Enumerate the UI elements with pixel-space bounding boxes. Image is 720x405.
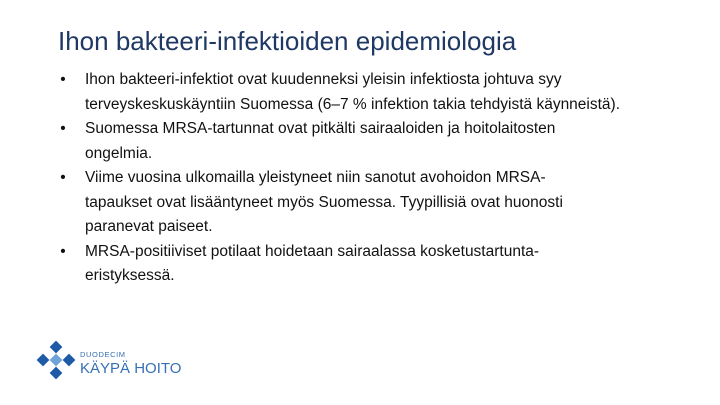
bullet-line: Ihon bakteeri-infektiot ovat kuudenneksi yleisin infektiosta johtuva syy (85, 71, 562, 88)
logo-square-bottom (50, 367, 63, 380)
logo-square-left (37, 354, 50, 367)
bullet-marker: • (60, 120, 66, 137)
bullet-line: Suomessa MRSA-tartunnat ovat pitkälti sairaaloiden ja hoitolaitosten (85, 120, 556, 137)
bullet-line: ongelmia. (85, 144, 153, 162)
bullet-line: Viime vuosina ulkomailla yleistyneet niin sanotut avohoidon MRSA- (85, 169, 546, 186)
kaypa-hoito-logo (34, 339, 184, 385)
bullet-line: paranevat paiseet. (85, 218, 213, 235)
bullet-list (56, 68, 696, 289)
bullet-line: MRSA-positiiviset potilaat hoidetaan sairaalassa kosketustartunta- (85, 242, 540, 260)
logo-square-top (50, 341, 63, 354)
logo-square-center (50, 354, 63, 367)
bullet-item-2 (56, 117, 696, 166)
bullet-line: eristyksessä. (85, 267, 175, 284)
bullet-item-3 (56, 166, 696, 240)
logo-big-text: KÄYPÄ HOITO (80, 360, 182, 377)
logo-small-text: DUODECIM (80, 350, 126, 359)
bullet-line: terveyskeskuskäyntiin Suomessa (6–7 % infektion takia tehdyistä käynneistä). (85, 95, 621, 113)
bullet-line: tapaukset ovat lisääntyneet myös Suomessa. Tyypillisiä ovat huonosti (85, 193, 563, 211)
diamond-logo-icon (34, 339, 78, 383)
slide-title: Ihon bakteeri-infektioiden epidemiologia (58, 26, 517, 56)
bullet-marker: • (60, 242, 66, 260)
bullet-item-4 (56, 240, 696, 289)
bullet-marker: • (60, 71, 66, 88)
bullet-item-1 (56, 68, 696, 117)
logo-square-right (63, 354, 76, 367)
bullet-marker: • (60, 169, 66, 186)
